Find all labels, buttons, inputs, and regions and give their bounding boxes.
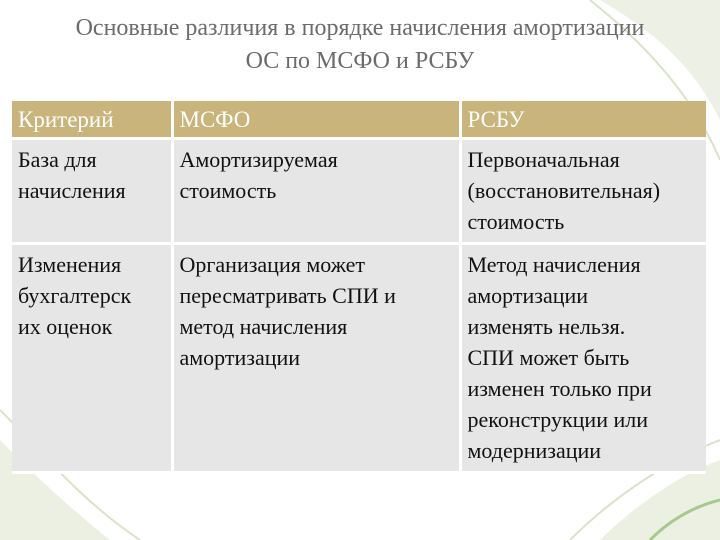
cell-line: Метод начисления — [467, 252, 641, 277]
comparison-table — [12, 101, 706, 474]
cell-ras — [460, 139, 706, 244]
cell-line: (восстановительная) — [467, 178, 661, 203]
cell-line: бухгалтерск — [18, 283, 132, 308]
header-ifrs: МСФО — [172, 101, 460, 139]
cell-line: изменять нельзя. — [467, 314, 626, 339]
table-row — [12, 139, 706, 244]
header-ras: РСБУ — [460, 101, 706, 139]
cell-line: стоимость — [467, 209, 565, 234]
table-header-row — [12, 101, 706, 139]
cell-line: База для — [18, 147, 97, 172]
cell-criterion — [12, 139, 172, 244]
cell-line: реконструкции или — [467, 407, 649, 432]
cell-criterion — [12, 244, 172, 473]
header-criterion: Критерий — [12, 101, 172, 139]
cell-ifrs — [172, 244, 460, 473]
title-line-1: Основные различия в порядке начисления амортизации — [75, 15, 645, 41]
cell-line: метод начисления — [179, 314, 348, 339]
title-line-2: ОС по МСФО и РСБУ — [245, 48, 475, 74]
cell-line: пересматривать СПИ и — [179, 283, 396, 308]
cell-ifrs — [172, 139, 460, 244]
table-row — [12, 244, 706, 473]
cell-line: Изменения — [18, 252, 122, 277]
cell-ras — [460, 244, 706, 473]
cell-line: СПИ может быть — [467, 345, 630, 370]
cell-line: их оценок — [18, 314, 113, 339]
cell-line: Организация может — [179, 252, 366, 277]
cell-line: начисления — [18, 178, 126, 203]
cell-line: Амортизируемая — [179, 147, 338, 172]
slide-title — [20, 12, 700, 78]
cell-line: стоимость — [179, 178, 277, 203]
cell-line: модернизации — [467, 438, 602, 463]
cell-line: амортизации — [179, 345, 301, 370]
cell-line: изменен только при — [467, 376, 652, 401]
cell-line: Первоначальная — [467, 147, 620, 172]
cell-line: амортизации — [467, 283, 589, 308]
